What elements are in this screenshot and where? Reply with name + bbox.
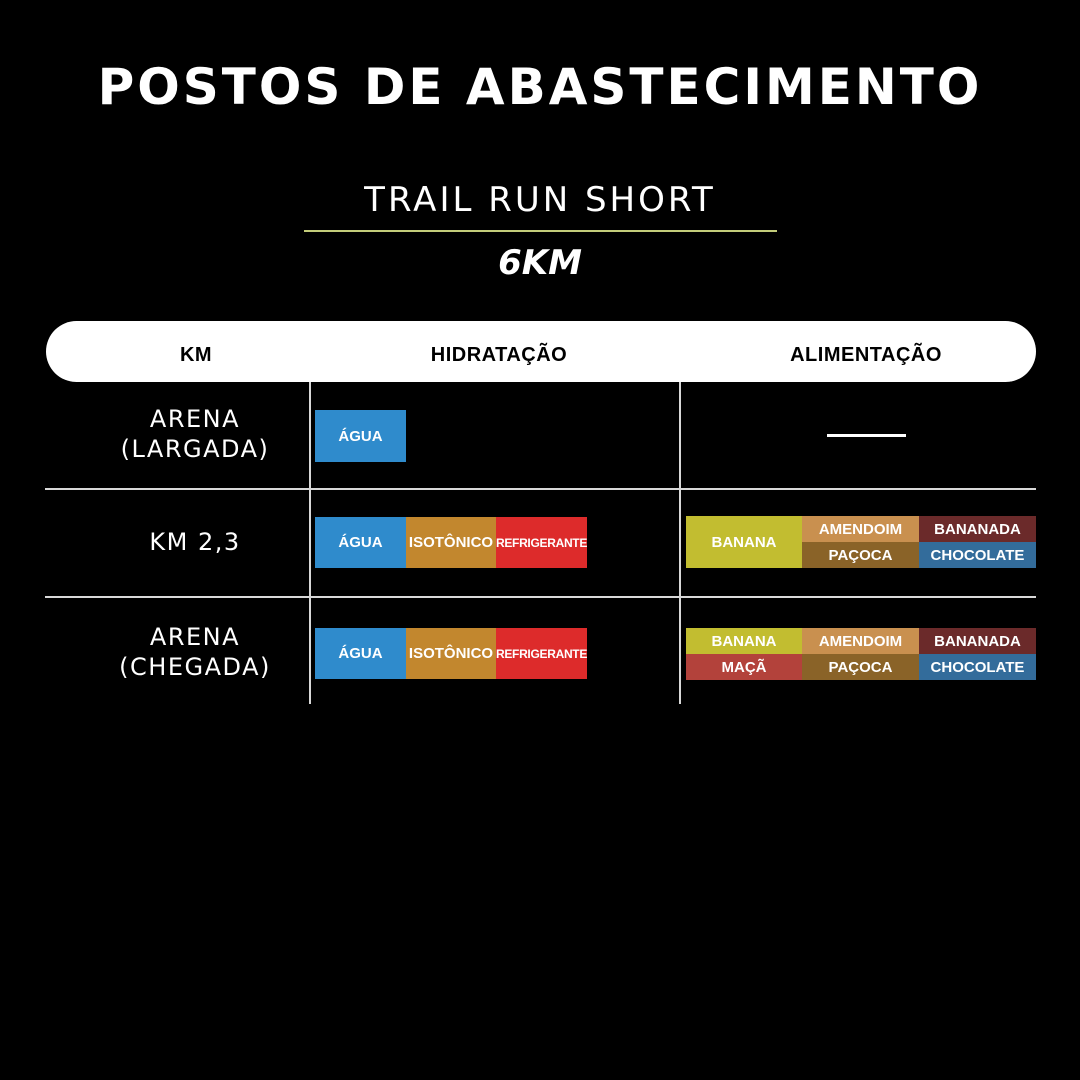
- food-maca: MAÇÃ: [686, 654, 802, 680]
- food-chocolate: CHOCOLATE: [919, 542, 1036, 568]
- food-chocolate: CHOCOLATE: [919, 654, 1036, 680]
- row-divider: [45, 596, 1036, 598]
- hydration-agua: ÁGUA: [315, 628, 406, 679]
- food-amendoim: AMENDOIM: [802, 628, 919, 654]
- food-bananada: BANANADA: [919, 516, 1036, 542]
- no-food-dash: [827, 434, 906, 437]
- station-km-2-3: KM 2,3: [149, 528, 241, 556]
- row-divider: [45, 488, 1036, 490]
- station-arena-largada: ARENA (LARGADA): [120, 405, 270, 463]
- hydration-refrigerante: REFRIGERANTE: [496, 628, 587, 679]
- food-amendoim: AMENDOIM: [802, 516, 919, 542]
- header-hydration: HIDRATAÇÃO: [430, 344, 568, 366]
- food-banana: BANANA: [686, 628, 802, 654]
- table-header: [46, 321, 1036, 382]
- hydration-isotonico: ISOTÔNICO: [406, 517, 496, 568]
- hydration-agua: ÁGUA: [315, 410, 406, 462]
- race-name: TRAIL RUN SHORT: [364, 180, 716, 220]
- food-bananada: BANANADA: [919, 628, 1036, 654]
- header-food: ALIMENTAÇÃO: [790, 344, 942, 366]
- divider: [304, 230, 777, 232]
- food-pacoca: PAÇOCA: [802, 654, 919, 680]
- column-divider: [679, 382, 681, 704]
- race-distance: 6KM: [498, 243, 582, 283]
- food-pacoca: PAÇOCA: [802, 542, 919, 568]
- header-km: KM: [179, 344, 213, 366]
- station-arena-chegada: ARENA (CHEGADA): [119, 623, 271, 681]
- page-title: POSTOS DE ABASTECIMENTO: [97, 58, 983, 116]
- food-banana: BANANA: [686, 516, 802, 568]
- hydration-refrigerante: REFRIGERANTE: [496, 517, 587, 568]
- hydration-isotonico: ISOTÔNICO: [406, 628, 496, 679]
- hydration-agua: ÁGUA: [315, 517, 406, 568]
